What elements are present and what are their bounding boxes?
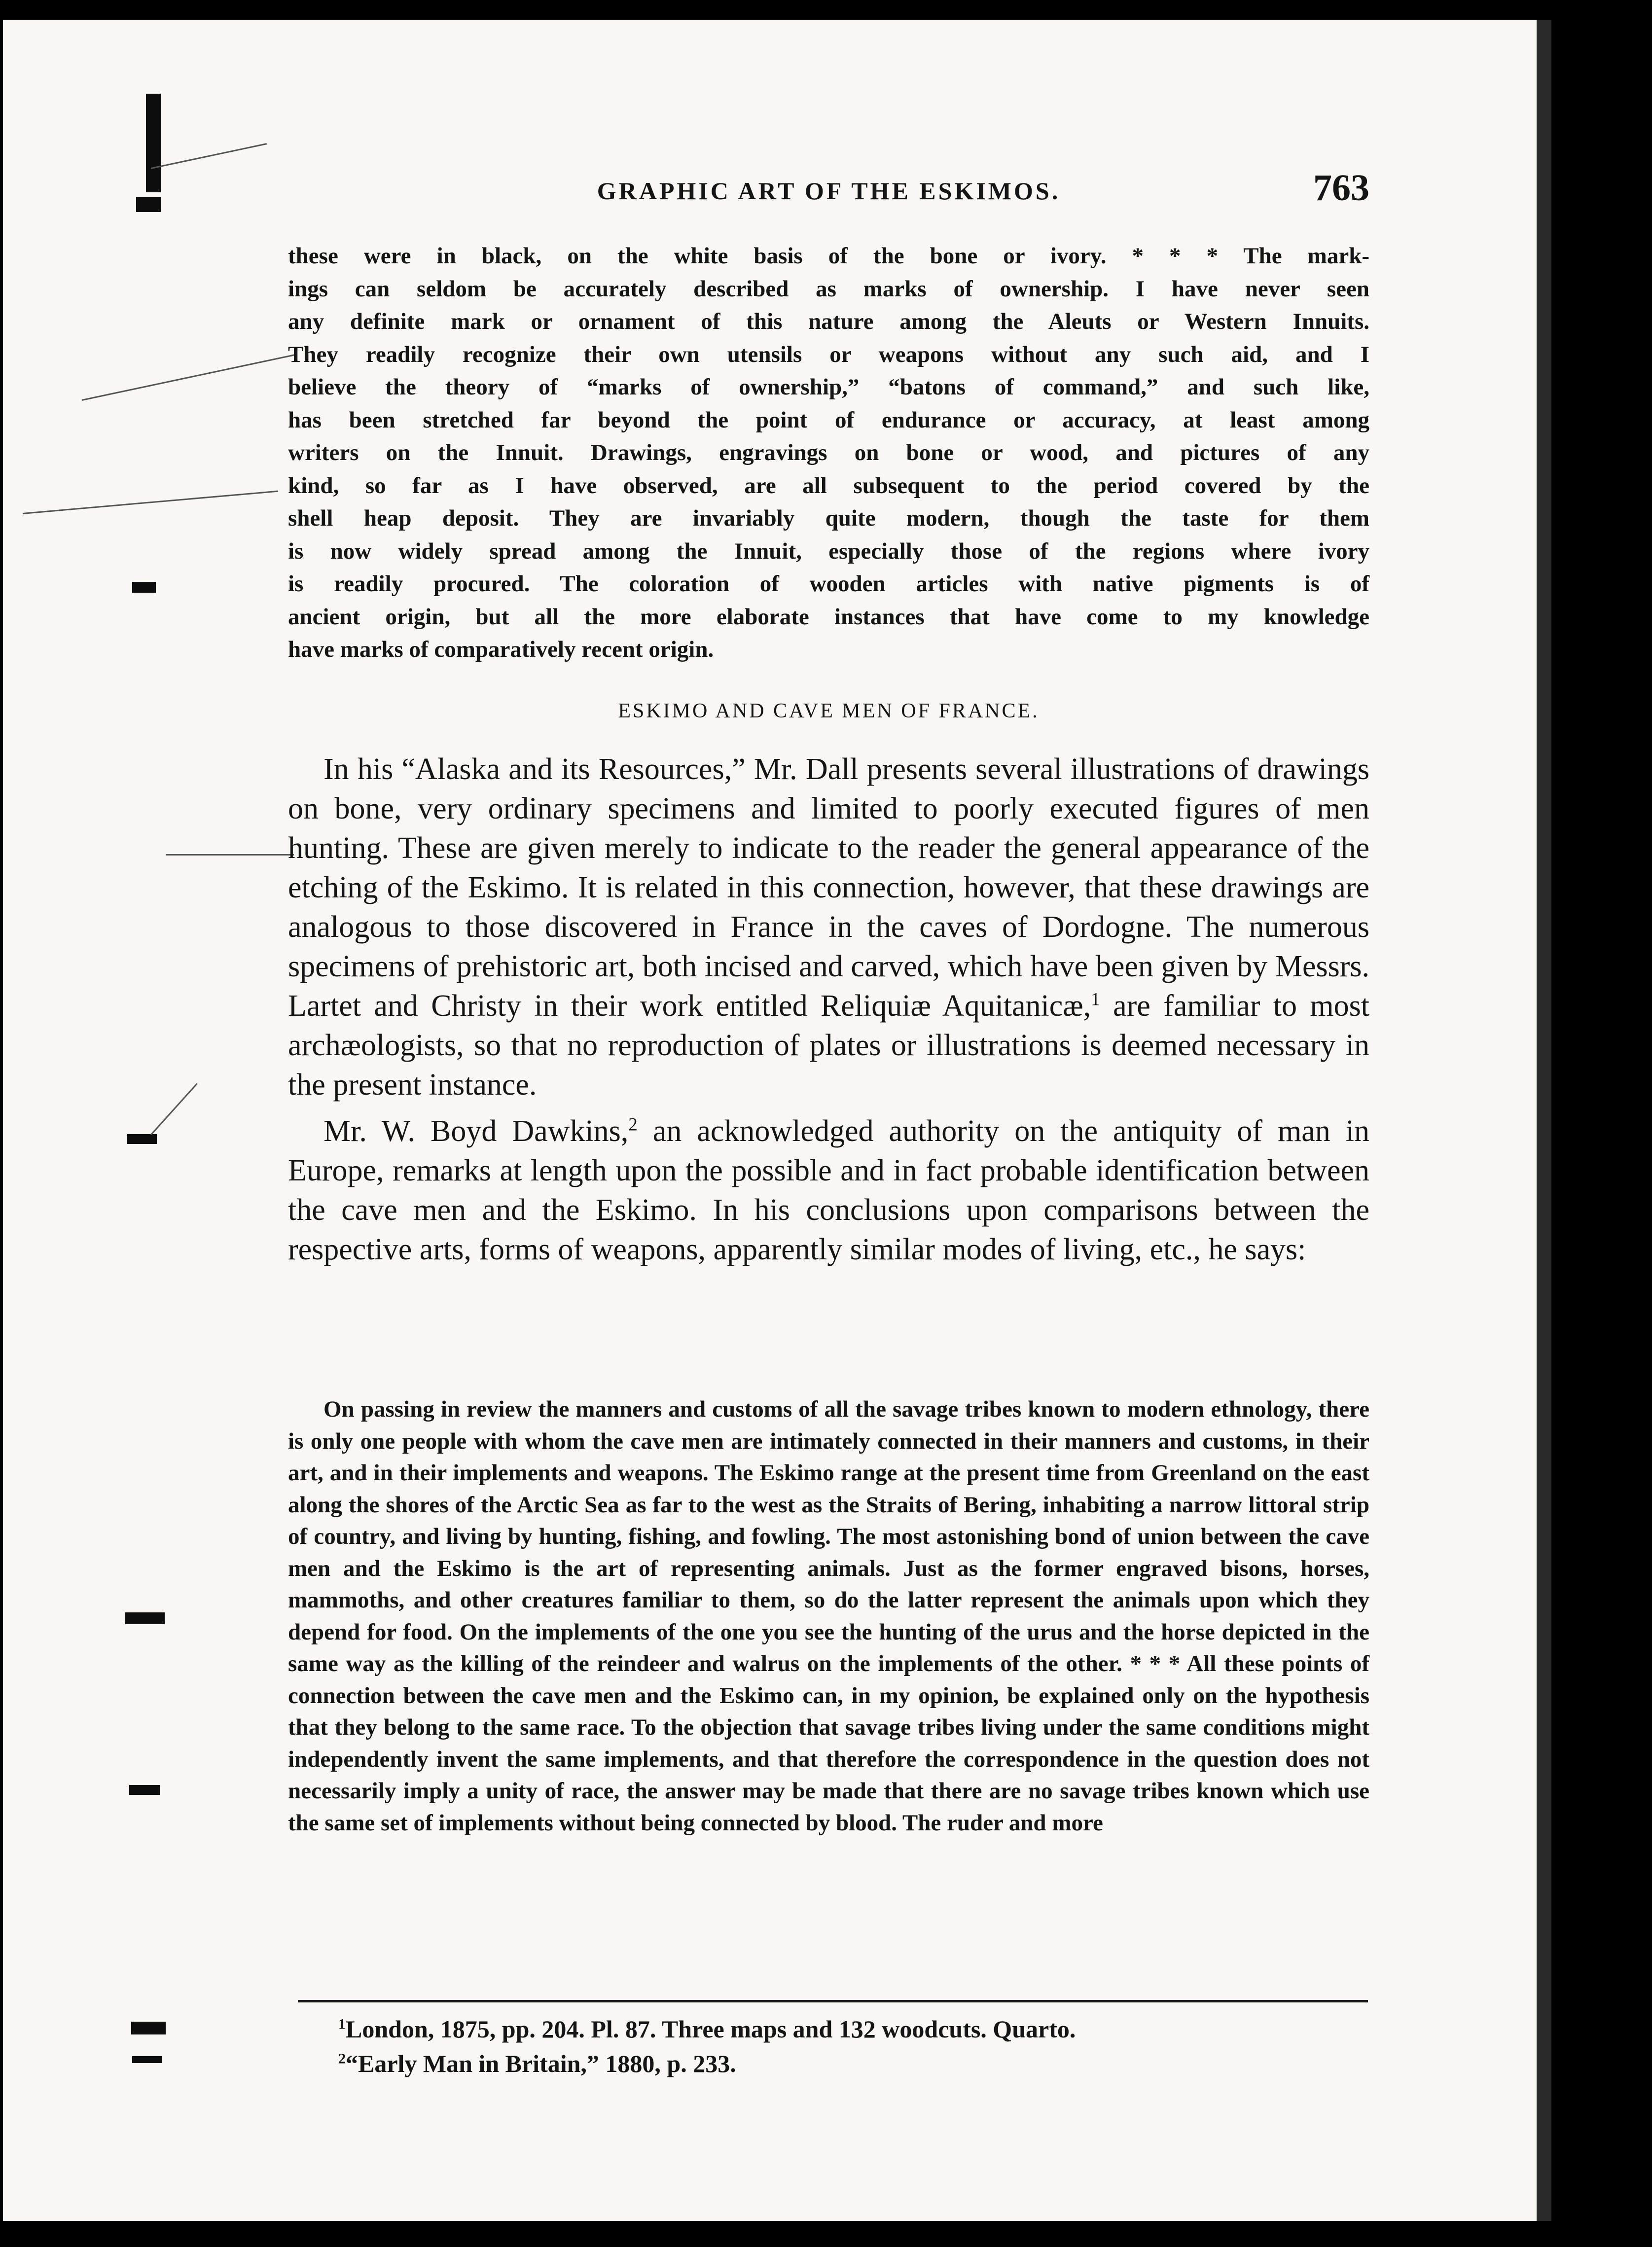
body-text bbox=[288, 749, 1369, 1269]
scan-artifact bbox=[129, 1785, 160, 1795]
footnote-marker: 1 bbox=[338, 2016, 346, 2033]
line: believe the theory of “marks of ownership,” “batons of command,” and such like, bbox=[288, 374, 1369, 400]
page-header bbox=[288, 167, 1369, 218]
pencil-stroke bbox=[82, 355, 294, 401]
top-paragraph-lines bbox=[288, 240, 1369, 666]
line: has been stretched far beyond the point of endurance or accuracy, at least among bbox=[288, 407, 1369, 433]
section-heading: ESKIMO AND CAVE MEN OF FRANCE. bbox=[618, 700, 1040, 722]
scan-artifact bbox=[146, 94, 161, 192]
scan-artifact bbox=[132, 582, 156, 593]
footnotes bbox=[338, 2012, 1364, 2081]
scan-artifact bbox=[131, 2022, 166, 2034]
line: writers on the Innuit. Drawings, engravings on bone or wood, and pictures of any bbox=[288, 440, 1369, 465]
line: ings can seldom be accurately described as marks of ownership. I have never seen bbox=[288, 276, 1369, 302]
footnote-1 bbox=[338, 2012, 1364, 2046]
quotation-text: On passing in review the manners and customs of all the savage tribes known to modern ethnology, there is only one people with whom the cave men are intimately connected in their manners and customs, in their art, and in their implements and weapons. The Eskimo range at the present time from Greenland on the east along the shores of the Arctic Sea as far to the west as the Straits of Bering, inhabiting a narrow littoral strip of country, and living by hunting, fishing, and fowling. The most astonishing bond of union between the cave men and the Eskimo is the art of representing animals. Just as the former engraved bisons, horses, mammoths, and other creatures familiar to them, so do the latter represent the animals upon which they depend for food. On the implements of the one you see the hunting of the urus and the horse depicted in the same way as the killing of the reindeer and walrus on the implements of the other. * * * All these points of connection between the cave men and the Eskimo can, in my opinion, be explained only on the hypothesis that they belong to the same race. To the objection that savage tribes living under the same conditions might independently invent the same implements, and that therefore the correspondence in the question does not necessarily imply a unity of race, the answer may be made that there are no savage tribes known which use the same set of implements without being connected by blood. The ruder and more bbox=[288, 1396, 1369, 1836]
footnote-reference[interactable]: 1 bbox=[1091, 989, 1100, 1010]
block-quotation bbox=[288, 1393, 1369, 1839]
line: They readily recognize their own utensils or weapons without any such aid, and I bbox=[288, 341, 1369, 367]
footnote-reference[interactable]: 2 bbox=[628, 1114, 638, 1135]
pencil-stroke bbox=[23, 491, 278, 514]
paragraph-text: Mr. W. Boyd Dawkins, bbox=[323, 1114, 629, 1148]
line: have marks of comparatively recent origin. bbox=[288, 637, 714, 662]
page-number: 763 bbox=[1313, 167, 1369, 209]
scan-artifact bbox=[132, 2056, 162, 2063]
line: is now widely spread among the Innuit, especially those of the regions where ivory bbox=[288, 538, 1369, 564]
footnote-2 bbox=[338, 2046, 1364, 2081]
pencil-stroke bbox=[151, 143, 267, 169]
body-paragraph-2 bbox=[288, 1111, 1369, 1269]
running-head: GRAPHIC ART OF THE ESKIMOS. bbox=[597, 177, 1061, 205]
pencil-stroke bbox=[150, 1083, 198, 1135]
line: kind, so far as I have observed, are all subsequent to the period covered by the bbox=[288, 472, 1369, 499]
footnote-text: London, 1875, pp. 204. Pl. 87. Three maps and 132 woodcuts. Quarto. bbox=[346, 2015, 1076, 2043]
scan-artifact bbox=[127, 1134, 157, 1144]
paragraph-text: In his “Alaska and its Resources,” Mr. Dall presents several illustrations of drawings on bone, very ordinary specimens and limited to poorly executed figures of men hunting. These are given merely to indicate to the reader the general appearance of the etching of the Eskimo. It is related in this connection, however, that these drawings are analogous to those discovered in France in the caves of Dordogne. The numerous specimens of prehistoric art, both incised and carved, which have been given by Messrs. Lartet and Christy in their work entitled Reliquiæ Aquitanicæ, bbox=[288, 752, 1369, 1023]
paragraph-text: an acknowledged authority on the antiquity of man in Europe, remarks at length upon the possible and in fact probable identification between the cave men and the Eskimo. In his conclusions upon comparisons between the respective arts, forms of weapons, apparently similar modes of living, etc., he says: bbox=[288, 1114, 1369, 1266]
line: any definite mark or ornament of this nature among the Aleuts or Western Innuits. bbox=[288, 309, 1369, 334]
footnote-text: “Early Man in Britain,” 1880, p. 233. bbox=[346, 2050, 736, 2077]
footnote-marker: 2 bbox=[338, 2050, 346, 2067]
line: is readily procured. The coloration of wooden articles with native pigments is of bbox=[288, 571, 1369, 597]
line: shell heap deposit. They are invariably quite modern, though the taste for them bbox=[288, 505, 1369, 531]
scan-artifact bbox=[136, 197, 161, 212]
line: these were in black, on the white basis of the bone or ivory. * * * The mark- bbox=[288, 243, 1369, 269]
scan-artifact bbox=[125, 1612, 165, 1624]
body-paragraph-1 bbox=[288, 749, 1369, 1105]
paragraph-text: are familiar to most archæologists, so that no reproduction of plates or illustrations is deemed necessary in the present instance. bbox=[288, 989, 1369, 1102]
page-edge-shadow bbox=[1537, 20, 1551, 2221]
pencil-stroke bbox=[166, 854, 294, 856]
top-paragraph bbox=[288, 240, 1369, 666]
scanned-page bbox=[3, 20, 1551, 2221]
line: ancient origin, but all the more elaborate instances that have come to my knowledge bbox=[288, 604, 1369, 630]
footnote-rule bbox=[298, 2000, 1368, 2002]
